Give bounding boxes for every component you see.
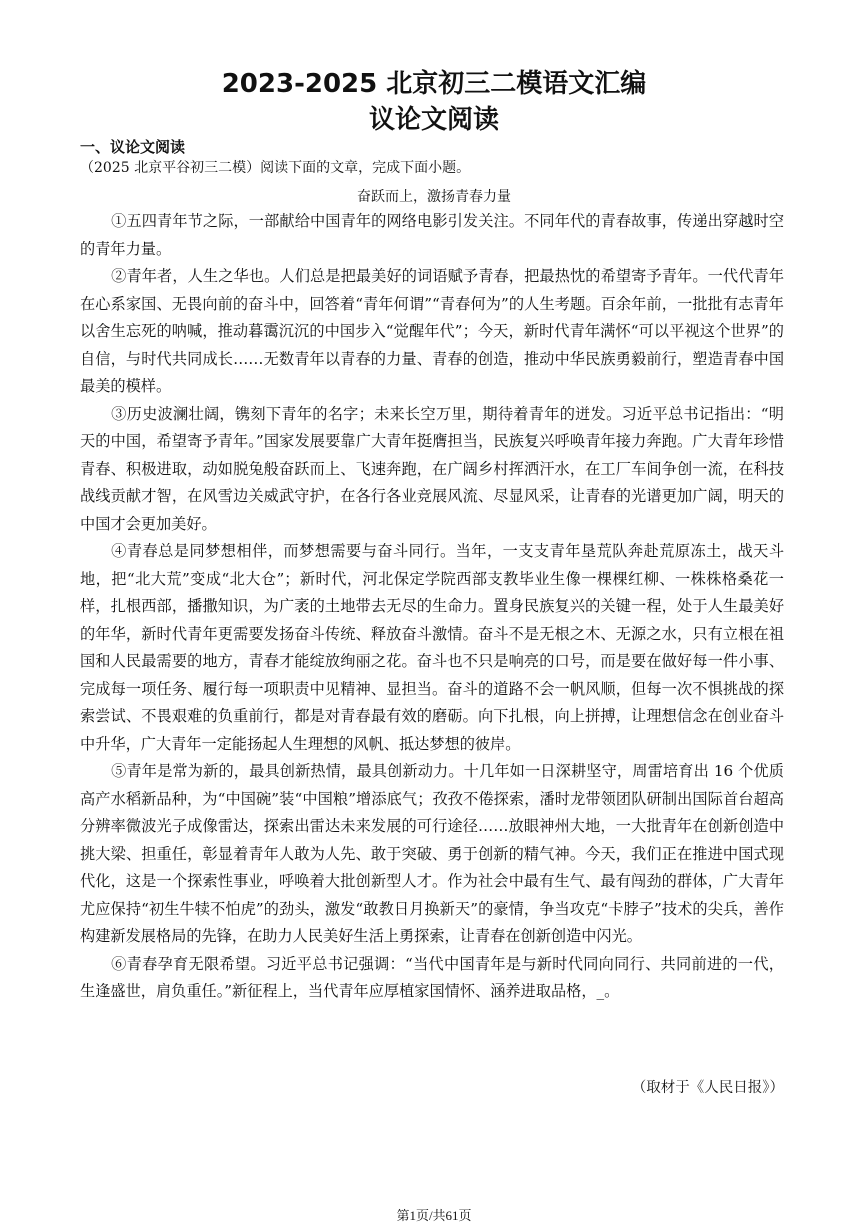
paragraph-1: ①五四青年节之际，一部献给中国青年的网络电影引发关注。不同年代的青春故事，传递出穿越时空的青年力量。	[80, 212, 784, 258]
question-source-line: （2025 北京平谷初三二模）阅读下面的文章，完成下面小题。	[80, 160, 471, 176]
document-title: 2023-2025 北京初三二模语文汇编	[221, 69, 647, 99]
paragraph-6: ⑥青春孕育无限希望。习近平总书记强调：“当代中国青年是与新时代同向同行、共同前进的一代，生逢盛世，肩负重任。”新征程上，当代青年应厚植家国情怀、涵养进取品格，_。	[80, 954, 784, 1000]
paragraph-4: ④青春总是同梦想相伴，而梦想需要与奋斗同行。当年，一支支青年垦荒队奔赴荒原冻土，战天斗地，把“北大荒”变成“北大仓”；新时代，河北保定学院西部支教毕业生像一棵棵红柳、一株株格桑花一样，扎根西部，播撒知识，为广袤的土地带去无尽的生命力。置身民族复兴的关键一程，处于人生最美好的年华，新时代青年更需要发扬奋斗传统、释放奋斗激情。奋斗不是无根之木、无源之水，只有立根在祖国和人民最需要的地方，青春才能绽放绚丽之花。奋斗也不只是响亮的口号，而是要在做好每一件小事、完成每一项任务、履行每一项职责中见精神、显担当。奋斗的道路不会一帆风顺，但每一次不惧挑战的探索尝试、不畏艰难的负重前行，都是对青春最有效的磨砺。向下扎根，向上拼搏，让理想信念在创业奋斗中升华，广大青年一定能扬起人生理想的风帆、抵达梦想的彼岸。	[80, 542, 784, 753]
source-attribution: （取材于《人民日报》）	[631, 1080, 784, 1096]
paragraph-2: ②青年者，人生之华也。人们总是把最美好的词语赋予青春，把最热忱的希望寄予青年。一代代青年在心系家国、无畏向前的奋斗中，回答着“青年何谓”“青春何为”的人生考题。百余年前，一批批有志青年以舍生忘死的呐喊，推动暮霭沉沉的中国步入“觉醒年代”；今天，新时代青年满怀“可以平视这个世界”的自信，与时代共同成长……无数青年以青春的力量、青春的创造，推动中华民族勇毅前行，塑造青春中国最美的模样。	[80, 267, 784, 395]
article-title: 奋跃而上，激扬青春力量	[357, 189, 511, 205]
article-body	[80, 208, 784, 1006]
document-subtitle: 议论文阅读	[368, 105, 499, 135]
paragraph-5: ⑤青年是常为新的，最具创新热情，最具创新动力。十几年如一日深耕坚守，周雷培育出 16 个优质高产水稻新品种，为“中国碗”装“中国粮”增添底气；孜孜不倦探索，潘时龙带领团队研制出国际首台超高分辨率微波光子成像雷达，探索出雷达未来发展的可行途径……放眼神州大地，一大批青年在创新创造中挑大梁、担重任，彰显着青年人敢为人先、敢于突破、勇于创新的精气神。今天，我们正在推进中国式现代化，这是一个探索性事业，呼唤着大批创新型人才。作为社会中最有生气、最有闯劲的群体，广大青年尤应保持“初生牛犊不怕虎”的劲头，激发“敢教日月换新天”的豪情，争当攻克“卡脖子”技术的尖兵，善作构建新发展格局的先锋，在助力人民美好生活上勇探索，让青春在创新创造中闪光。	[80, 762, 784, 945]
section-heading: 一、议论文阅读	[80, 138, 186, 156]
paragraph-3: ③历史波澜壮阔，镌刻下青年的名字；未来长空万里，期待着青年的迸发。习近平总书记指出：“明天的中国，希望寄予青年。”国家发展要靠广大青年挺膺担当，民族复兴呼唤青年接力奔跑。广大青年珍惜青春、积极进取，动如脱兔般奋跃而上、飞速奔跑，在广阔乡村挥洒汗水，在工厂车间争创一流，在科技战线贡献才智，在风雪边关威武守护，在各行各业竞展风流、尽显风采，让青春的光谱更加广阔，明天的中国才会更加美好。	[80, 404, 784, 533]
page-number: 第1页/共61页	[396, 1208, 472, 1223]
